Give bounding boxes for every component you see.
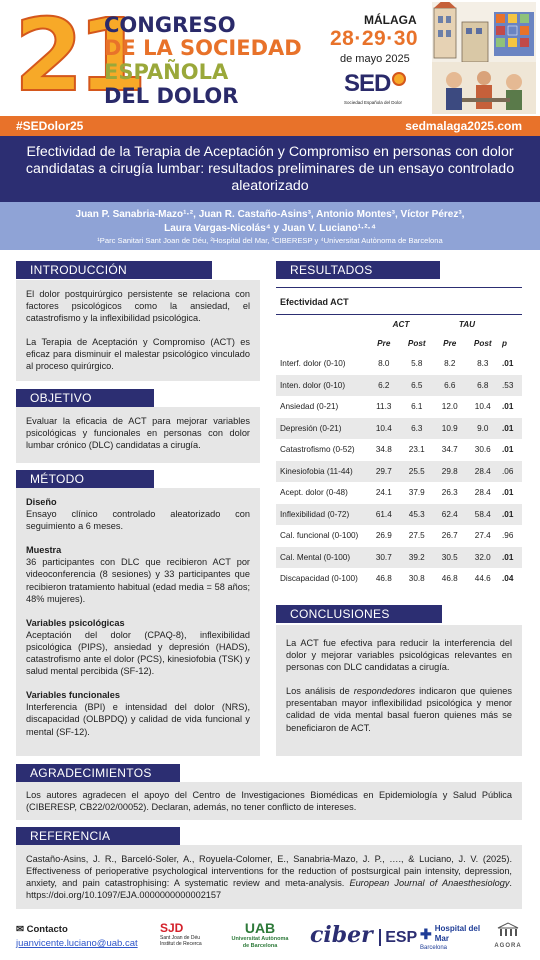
- referencia-doi: . https://doi.org/10.1097/EJA.0000000000002157: [26, 878, 512, 901]
- sed-ring-icon: [392, 72, 406, 86]
- authors-banner: [0, 202, 540, 250]
- act-pre-value: 24.1: [375, 488, 392, 498]
- act-post-value: 6.1: [411, 402, 423, 412]
- tau-post-value: 58.4: [466, 504, 500, 526]
- congress-month: de mayo 2025: [340, 53, 410, 65]
- tau-pre-value: 34.7: [441, 445, 458, 455]
- tau-pre-value: 10.9: [434, 418, 466, 440]
- metodo-muestra-text: 36 participantes con DLC que recibieron ACT por videoconferencia (8 sesiones) y 33 participantes que recibieron tratamiento habitual (edad media = 58 años; 48% mujeres).: [26, 557, 250, 604]
- p-value: .01: [500, 547, 522, 569]
- tau-post-value: 10.4: [474, 402, 491, 412]
- results-row: [276, 525, 522, 547]
- row-label: Catastrofismo (0-52): [280, 445, 355, 455]
- section-heading-referencia: REFERENCIA: [16, 827, 180, 845]
- tau-post-value: 32.0: [466, 547, 500, 569]
- section-box-metodo: [16, 488, 260, 756]
- act-post-value: 37.9: [408, 488, 425, 498]
- sjd-logo-text: SJD: [160, 921, 184, 935]
- results-table: [276, 315, 522, 590]
- tau-pre-value: 8.2: [444, 359, 456, 369]
- row-label: Inten. dolor (0-10): [276, 375, 368, 397]
- p-value: .01: [502, 402, 514, 412]
- metodo-diseno-text: Ensayo clínico controlado aleatorizado con seguimiento a 6 meses.: [26, 509, 250, 532]
- results-row: [276, 568, 522, 590]
- intro-paragraph-2: La Terapia de Aceptación y Compromiso (ACT) es eficaz para disminuir el malestar psicológico vinculado al proceso quirúrgico.: [26, 337, 250, 372]
- referencia-text: [26, 853, 512, 901]
- uab-logo: [228, 921, 292, 950]
- congress-title-line1: CONGRESO: [104, 13, 236, 37]
- contact-label-text: Contacto: [26, 924, 68, 935]
- results-group-header-row: [276, 315, 522, 334]
- results-column-header-row: [276, 334, 522, 353]
- congress-city: MÁLAGA: [364, 13, 417, 27]
- congress-title-line2: DE LA SOCIEDAD: [104, 36, 302, 60]
- results-table-title: Efectividad ACT: [276, 287, 522, 315]
- conclusiones-paragraph-2: [286, 685, 512, 733]
- uab-logo-text: UAB: [244, 920, 276, 936]
- sed-logo-text: SED: [344, 70, 391, 97]
- title-banner: [0, 136, 540, 202]
- metodo-vpsic-text: Aceptación del dolor (CPAQ-8), inflexibilidad psicológica (PIPS), ansiedad y depresión (HADS), catastrofismo ante el dolor (PCS), kinesiofobia (TSK) y salud mental percibida (SF-12).: [26, 629, 250, 677]
- poster-title: Efectividad de la Terapia de Aceptación y Compromiso en personas con dolor candidatas a cirugía lumbar: resultados preliminares de un ensayo controlado aleatorizado: [25, 144, 515, 194]
- hospital-cross-icon: ✚: [420, 926, 432, 942]
- act-pre-value: 30.7: [368, 547, 400, 569]
- tau-post-value: 8.3: [477, 359, 489, 369]
- agora-building-icon: [496, 922, 520, 938]
- tau-pre-value: 62.4: [434, 504, 466, 526]
- group-act-label: ACT: [392, 320, 410, 329]
- hmar-logo-text: Hospital del Mar: [434, 924, 481, 943]
- metodo-vfunc-text: Interferencia (BPI) e intensidad del dolor (NRS), discapacidad (OLBPDQ) y calidad de vida funcional y mental (SF-12).: [26, 702, 250, 737]
- results-row: [276, 439, 522, 461]
- section-box-conclusiones: [276, 625, 522, 756]
- row-label: Ansiedad (0-21): [280, 402, 339, 412]
- act-pre-value: 61.4: [368, 504, 400, 526]
- intro-paragraph-1: El dolor postquirúrgico persistente se relaciona con factores psicológicos como la ansiedad, el catastrofismo y la inflexibilidad psicológica.: [26, 289, 250, 324]
- results-row: [276, 482, 522, 504]
- authors-line2: Laura Vargas-Nicolás⁴ y Juan V. Luciano¹·²·⁴: [164, 223, 376, 234]
- col-tau-pre: Pre: [443, 339, 457, 348]
- results-row: [276, 396, 522, 418]
- malaga-illustration: [432, 2, 536, 114]
- row-label: Inflexibilidad (0-72): [276, 504, 368, 526]
- row-label: Discapacidad (0-100): [280, 574, 358, 584]
- section-heading-resultados: RESULTADOS: [276, 261, 440, 279]
- act-pre-value: 6.2: [368, 375, 400, 397]
- row-label: Acept. dolor (0-48): [280, 488, 348, 498]
- act-pre-value: 46.8: [375, 574, 392, 584]
- results-table-body: [276, 353, 522, 590]
- section-box-objetivo: [16, 407, 260, 463]
- act-pre-value: 8.0: [378, 359, 390, 369]
- row-label: Interf. dolor (0-10): [280, 359, 346, 369]
- col-act-pre: Pre: [377, 339, 391, 348]
- metodo-vfunc-title: Variables funcionales: [26, 690, 120, 701]
- results-row: [276, 353, 522, 375]
- authors-line1: Juan P. Sanabria-Mazo¹·², Juan R. Castaño-Asins³, Antonio Montes³, Víctor Pérez³,: [75, 209, 465, 220]
- conclusiones-paragraph-1: La ACT fue efectiva para reducir la interferencia del dolor y mejorar variables psicológicas relevantes en personas con DLC candidatas a cirugía.: [286, 638, 512, 673]
- affiliations: ¹Parc Sanitari Sant Joan de Déu, ²Hospital del Mar, ³CIBERESP y ⁴Universitat Autònoma de Barcelona: [97, 236, 443, 245]
- row-label: Cal. Mental (0-100): [276, 547, 368, 569]
- section-box-introduccion: [16, 280, 260, 381]
- row-label: Kinesiofobia (11-44): [276, 461, 368, 483]
- tau-post-value: 27.4: [474, 531, 491, 541]
- referencia-journal: European Journal of Anaesthesiology: [349, 878, 510, 889]
- tau-post-value: 9.0: [466, 418, 500, 440]
- ciber-esp-logo: [310, 922, 417, 948]
- results-row: [276, 418, 522, 440]
- act-pre-value: 26.9: [375, 531, 392, 541]
- hospital-del-mar-logo: [420, 924, 482, 952]
- conclusiones-p2-text-a: Los análisis de: [286, 686, 354, 697]
- hmar-logo-sub: Barcelona: [420, 945, 448, 951]
- hashtag: #SEDolor25: [16, 119, 84, 133]
- p-value: .01: [502, 445, 514, 455]
- sjd-logo-sub2: Institut de Recerca: [160, 941, 202, 947]
- row-label: Depresión (0-21): [276, 418, 368, 440]
- tau-pre-value: 29.8: [434, 461, 466, 483]
- sed-subtitle: Sociedad Española del Dolor: [344, 100, 403, 105]
- row-label: Cal. funcional (0-100): [280, 531, 359, 541]
- section-heading-objetivo: OBJETIVO: [16, 389, 154, 407]
- act-pre-value: 34.8: [375, 445, 392, 455]
- tau-pre-value: 26.3: [441, 488, 458, 498]
- p-value: .01: [502, 359, 514, 369]
- act-pre-value: 29.7: [368, 461, 400, 483]
- act-post-value: 45.3: [400, 504, 434, 526]
- tau-pre-value: 46.8: [441, 574, 458, 584]
- esp-logo-text: ESP: [379, 929, 417, 946]
- p-value: .01: [502, 488, 514, 498]
- act-post-value: 30.8: [408, 574, 425, 584]
- ciber-logo-text: ciber: [310, 922, 373, 948]
- conclusiones-p2-text-b: indicaron que quienes presentaban mayor inflexibilidad psicológica y menor calidad de vida mental basal fueron quienes más se beneficiaron de ACT.: [286, 686, 512, 733]
- col-tau-post: Post: [473, 339, 492, 348]
- act-post-value: 23.1: [408, 445, 425, 455]
- congress-title-line3: ESPAÑOLA: [104, 60, 229, 84]
- p-value: .53: [500, 375, 522, 397]
- section-heading-agradecimientos: AGRADECIMIENTOS: [16, 764, 180, 782]
- tau-pre-value: 12.0: [441, 402, 458, 412]
- referencia-text-a: Castaño-Asins, J. R., Barceló-Soler, A., Royuela-Colomer, E., Sanabria-Mazo, J. P., …., & Luciano, J. V. (2025). Effectiveness of perioperative psychological interventions for the reduction of postsurgical pain intensity, depression, anxiety, and pain catastrophising: A systematic review and meta-analysis.: [26, 854, 512, 889]
- act-post-value: 27.5: [408, 531, 425, 541]
- section-heading-conclusiones: CONCLUSIONES: [276, 605, 442, 623]
- metodo-diseno-title: Diseño: [26, 497, 57, 507]
- results-row: [276, 504, 522, 526]
- p-value: .04: [502, 574, 514, 584]
- p-value: .01: [500, 418, 522, 440]
- agora-logo-text: AGORA: [494, 943, 522, 949]
- tau-pre-value: 30.5: [434, 547, 466, 569]
- col-p: p: [502, 339, 508, 348]
- results-row: [276, 461, 522, 483]
- tau-pre-value: 26.7: [441, 531, 458, 541]
- p-value: .06: [500, 461, 522, 483]
- metodo-vpsic-title: Variables psicológicas: [26, 617, 125, 628]
- act-post-value: 5.8: [411, 359, 423, 369]
- congress-dates: 28·29·30: [330, 27, 419, 50]
- col-act-post: Post: [407, 339, 426, 348]
- sjd-logo-sub: Sant Joan de Déu: [160, 935, 201, 941]
- tau-post-value: 6.8: [466, 375, 500, 397]
- group-tau-label: TAU: [458, 320, 476, 329]
- act-post-value: 39.2: [400, 547, 434, 569]
- footer: [0, 918, 540, 960]
- p-value: .96: [502, 531, 514, 541]
- results-table-container: [276, 287, 522, 590]
- tau-post-value: 44.6: [474, 574, 491, 584]
- congress-number: 21: [14, 0, 142, 114]
- objetivo-paragraph: Evaluar la eficacia de ACT para mejorar variables psicológicas y funcionales en personas con dolor lumbar crónico (DLC) candidatas a cirugía.: [26, 416, 250, 451]
- sed-logo: [344, 70, 406, 98]
- sjd-logo: [160, 922, 202, 947]
- act-pre-value: 11.3: [376, 402, 392, 412]
- section-heading-introduccion: INTRODUCCIÓN: [16, 261, 212, 279]
- p-value: .01: [500, 504, 522, 526]
- tau-post-value: 30.6: [474, 445, 491, 455]
- metodo-muestra-title: Muestra: [26, 545, 62, 556]
- mail-icon: ✉: [16, 924, 24, 935]
- congress-title-line4: DEL DOLOR: [104, 84, 239, 108]
- uab-logo-sub: Universitat Autònoma de Barcelona: [231, 936, 289, 949]
- tau-post-value: 28.4: [466, 461, 500, 483]
- tau-pre-value: 6.6: [434, 375, 466, 397]
- section-box-agradecimientos: [16, 782, 522, 820]
- poster-header: [0, 0, 540, 116]
- section-box-referencia: [16, 845, 522, 909]
- act-post-value: 6.3: [400, 418, 434, 440]
- section-heading-metodo: MÉTODO: [16, 470, 154, 488]
- contact-label: [16, 924, 68, 935]
- conclusiones-p2-emphasis: respondedores: [353, 686, 416, 697]
- contact-email-link[interactable]: juanvicente.luciano@uab.cat: [16, 938, 138, 949]
- agora-logo: [488, 922, 528, 949]
- act-post-value: 25.5: [400, 461, 434, 483]
- results-row: [276, 375, 522, 397]
- act-post-value: 6.5: [400, 375, 434, 397]
- results-row: [276, 547, 522, 569]
- website-link[interactable]: sedmalaga2025.com: [405, 119, 522, 133]
- tau-post-value: 28.4: [474, 488, 491, 498]
- act-pre-value: 10.4: [368, 418, 400, 440]
- agradecimientos-text: Los autores agradecen el apoyo del Centro de Investigaciones Biomédicas en Epidemiología y Salud Pública (CIBERESP, CB22/02/00052). Declaran, además, no tener conflicto de intereses.: [26, 790, 512, 813]
- authors: [20, 208, 520, 236]
- hashtag-bar: [0, 116, 540, 136]
